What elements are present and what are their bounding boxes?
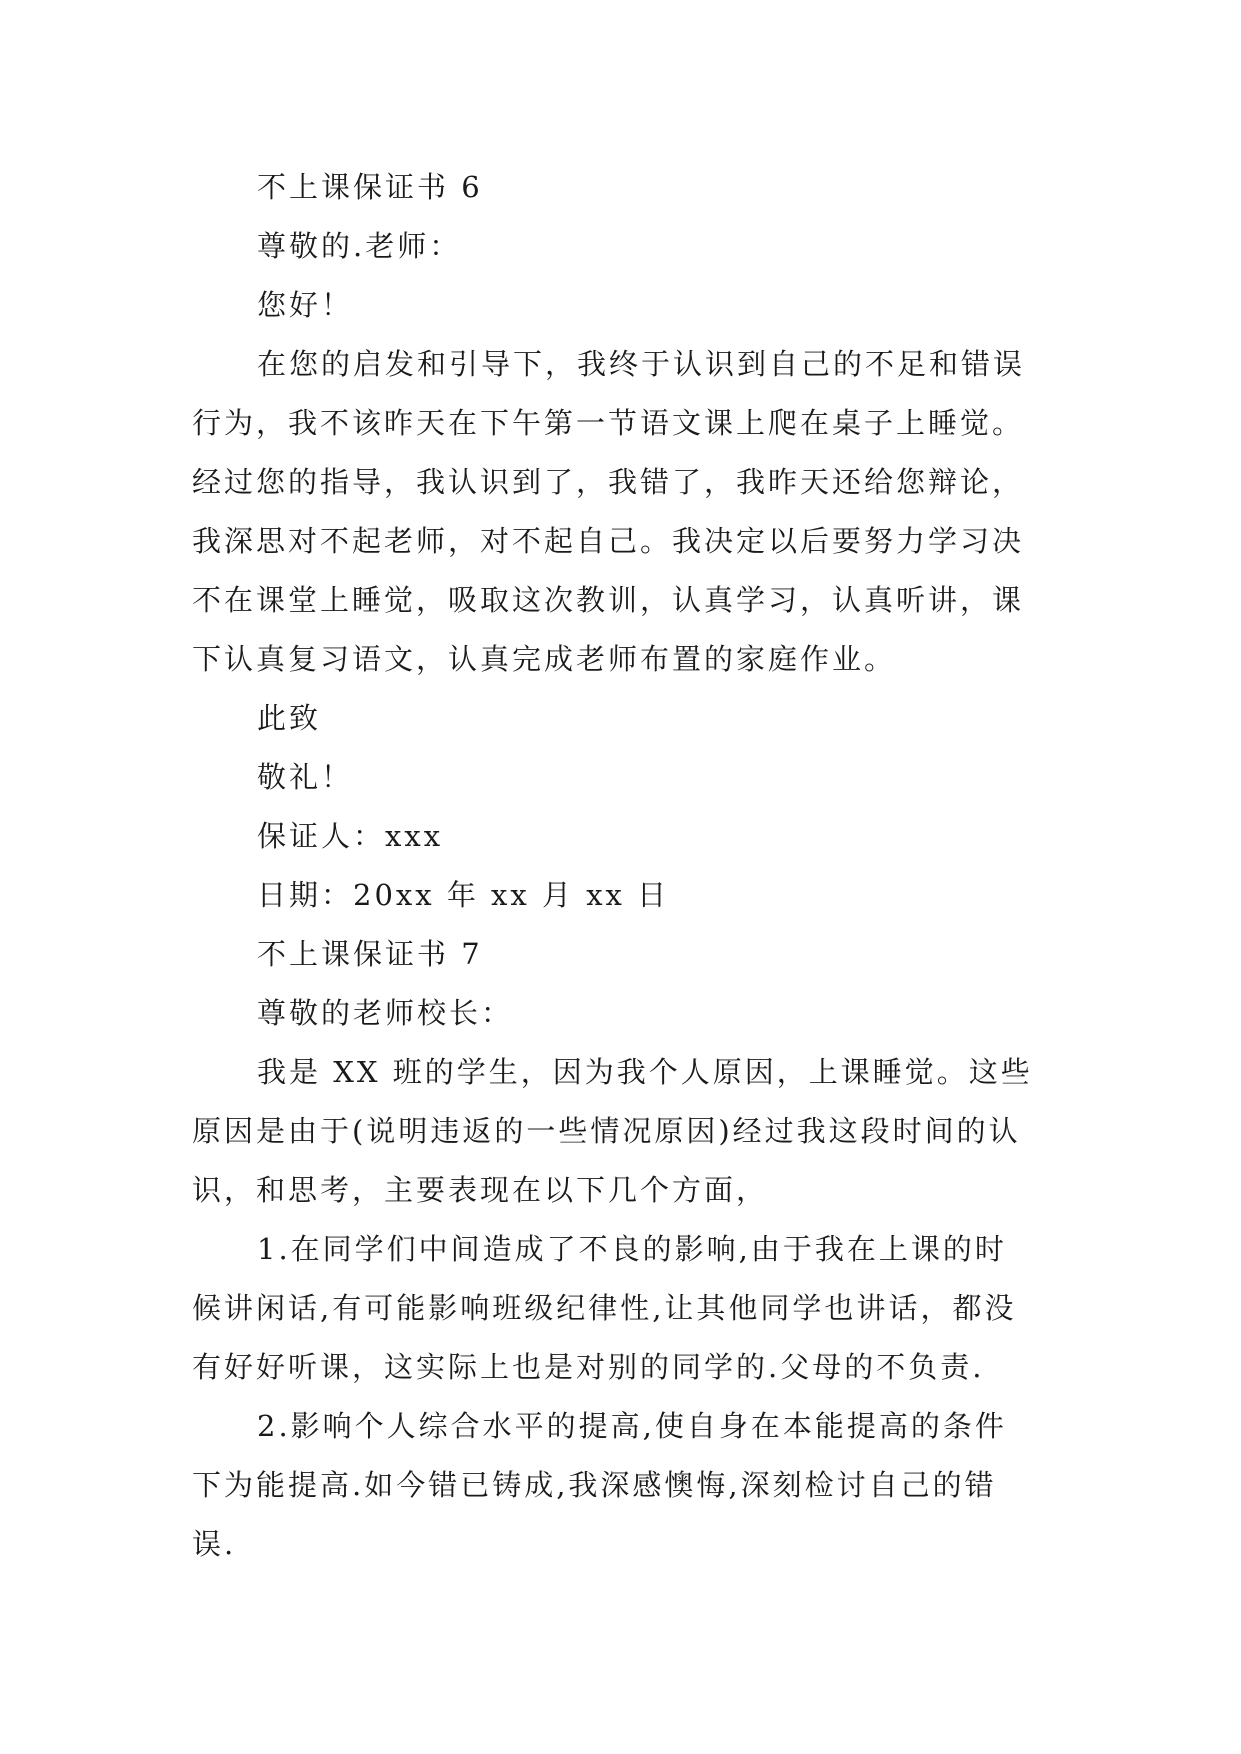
section6-closing-1: 此致: [257, 701, 322, 735]
section6-greeting: 您好！: [257, 288, 354, 322]
section6-date: 日期：20xx 年 xx 月 xx 日: [257, 878, 670, 912]
section7-salutation: 尊敬的老师校长：: [257, 996, 514, 1030]
section6-body-line: 不在课堂上睡觉，吸取这次教训，认真学习，认真听讲，课: [192, 583, 1025, 617]
section6-body-line: 我深思对不起老师，对不起自己。我决定以后要努力学习决: [192, 524, 1025, 558]
section6-title: 不上课保证书 6: [257, 170, 483, 204]
section6-body-line: 在您的启发和引导下，我终于认识到自己的不足和错误: [257, 347, 1026, 381]
section6-salutation: 尊敬的.老师：: [257, 229, 462, 263]
section7-point2-line: 误.: [192, 1527, 237, 1561]
section7-point1-line: 1.在同学们中间造成了不良的影响,由于我在上课的时: [257, 1232, 1007, 1266]
section7-title: 不上课保证书 7: [257, 937, 483, 971]
section6-body-line: 下认真复习语文，认真完成老师布置的家庭作业。: [192, 642, 897, 676]
section6-body-line: 经过您的指导，我认识到了，我错了，我昨天还给您辩论，: [192, 465, 1025, 499]
section7-point1-line: 候讲闲话,有可能影响班级纪律性,让其他同学也讲话，都没: [192, 1291, 1017, 1325]
section6-body-line: 行为，我不该昨天在下午第一节语文课上爬在桌子上睡觉。: [192, 406, 1025, 440]
section6-closing-2: 敬礼！: [257, 760, 354, 794]
section7-point2-line: 2.影响个人综合水平的提高,使自身在本能提高的条件: [257, 1409, 1007, 1443]
section7-point2-line: 下为能提高.如今错已铸成,我深感懊悔,深刻检讨自己的错: [192, 1468, 997, 1502]
section6-guarantor: 保证人：xxx: [257, 819, 444, 853]
section7-point1-line: 有好好听课，这实际上也是对别的同学的.父母的不负责.: [192, 1350, 985, 1384]
section7-para1-line: 原因是由于(说明违返的一些情况原因)经过我这段时间的认: [192, 1114, 1021, 1148]
section7-para1-line: 识，和思考，主要表现在以下几个方面，: [192, 1173, 769, 1207]
section7-para1-line: 我是 XX 班的学生，因为我个人原因，上课睡觉。这些: [257, 1055, 1033, 1089]
